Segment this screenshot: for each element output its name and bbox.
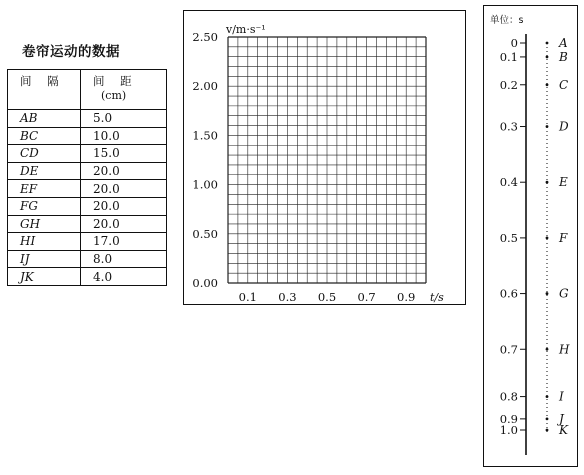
tape-time-label: 0.1: [499, 49, 518, 64]
table-row: [8, 162, 167, 180]
x-axis-label: t/s: [430, 291, 444, 304]
tape-point-dot: [546, 292, 549, 295]
distance-cell: 20.0: [81, 215, 167, 233]
interval-cell: GH: [8, 215, 81, 233]
table-row: [8, 233, 167, 251]
tape-time-label: 1.0: [499, 423, 518, 437]
table-title: 卷帘运动的数据: [22, 44, 120, 60]
tape-point-dot: [546, 417, 549, 420]
tape-point-dot: [546, 42, 549, 45]
table-row: [8, 197, 167, 215]
col-distance-unit: (cm): [101, 89, 127, 102]
tape-point-label: I: [559, 389, 564, 404]
interval-cell: IJ: [8, 250, 81, 268]
tape-time-label: 0.7: [499, 342, 518, 357]
tape-time-label: 0.6: [499, 286, 518, 301]
data-table: [7, 69, 167, 286]
table-body: [8, 110, 167, 286]
y-tick-label: 1.50: [192, 128, 218, 143]
col-interval-header: 间 隔: [8, 70, 81, 110]
tape-point-label: J: [559, 411, 564, 426]
tape-point-label: D: [559, 119, 569, 134]
table-row: [8, 180, 167, 198]
x-tick-label: 0.9: [397, 290, 416, 304]
col-distance-header: [81, 70, 167, 110]
tape-point-dot: [546, 56, 549, 59]
distance-cell: 20.0: [81, 180, 167, 198]
tape-point-dot: [546, 348, 549, 351]
tape-diagram: [483, 5, 578, 467]
tape-point-label: F: [559, 230, 568, 245]
tape-point-label: B: [559, 49, 568, 64]
interval-cell: HI: [8, 233, 81, 251]
interval-cell: CD: [8, 145, 81, 163]
tape-point-dot: [546, 83, 549, 86]
table-row: [8, 127, 167, 145]
y-tick-label: 0.50: [192, 226, 218, 241]
tape-point-dot: [546, 429, 549, 432]
distance-cell: 20.0: [81, 197, 167, 215]
tape-point-dot: [546, 181, 549, 184]
x-tick-label: 0.7: [357, 290, 376, 304]
tape-time-label: 0.5: [499, 230, 518, 245]
tape-point-label: H: [559, 342, 570, 357]
tape-time-label: 0.8: [499, 389, 518, 404]
interval-cell: EF: [8, 180, 81, 198]
y-axis-label: v/m·s⁻¹: [226, 23, 266, 36]
table-row: [8, 145, 167, 163]
table-row: [8, 250, 167, 268]
y-tick-label: 2.50: [192, 30, 218, 44]
interval-cell: JK: [8, 268, 81, 286]
distance-cell: 8.0: [81, 250, 167, 268]
distance-cell: 20.0: [81, 162, 167, 180]
distance-cell: 17.0: [81, 233, 167, 251]
tape-point-label: G: [559, 286, 569, 301]
tape-point-label: K: [559, 423, 568, 437]
distance-cell: 5.0: [81, 110, 167, 128]
table-row: [8, 110, 167, 128]
distance-cell: 15.0: [81, 145, 167, 163]
x-tick-label: 0.1: [238, 290, 257, 304]
y-tick-label: 2.00: [192, 79, 218, 94]
tape-point-dot: [546, 125, 549, 128]
interval-cell: DE: [8, 162, 81, 180]
interval-cell: AB: [8, 110, 81, 128]
tape-point-label: A: [559, 36, 568, 50]
tape-time-label: 0.4: [499, 175, 518, 190]
table-row: [8, 215, 167, 233]
tape-time-label: 0.3: [499, 119, 518, 134]
tape-point-label: E: [559, 175, 568, 190]
x-tick-label: 0.3: [278, 290, 297, 304]
distance-cell: 4.0: [81, 268, 167, 286]
tape-time-label: 0.9: [499, 411, 518, 426]
tape-point-dot: [546, 395, 549, 398]
col-distance-label: 间 距: [93, 74, 138, 88]
tape-point-dot: [546, 236, 549, 239]
y-tick-label: 0.00: [192, 276, 218, 290]
tape-time-label: 0.2: [499, 77, 518, 92]
vt-graph: [184, 11, 467, 306]
y-tick-label: 1.00: [192, 177, 218, 192]
table-header-row: [8, 70, 167, 110]
x-tick-label: 0.5: [317, 290, 337, 304]
graph-frame: [183, 10, 466, 305]
tape-unit-label: 单位：s: [490, 15, 524, 26]
interval-cell: FG: [8, 197, 81, 215]
tape-point-label: C: [559, 77, 569, 92]
table-row: [8, 268, 167, 286]
interval-cell: BC: [8, 127, 81, 145]
distance-cell: 10.0: [81, 127, 167, 145]
tape-time-label: 0: [510, 36, 518, 50]
